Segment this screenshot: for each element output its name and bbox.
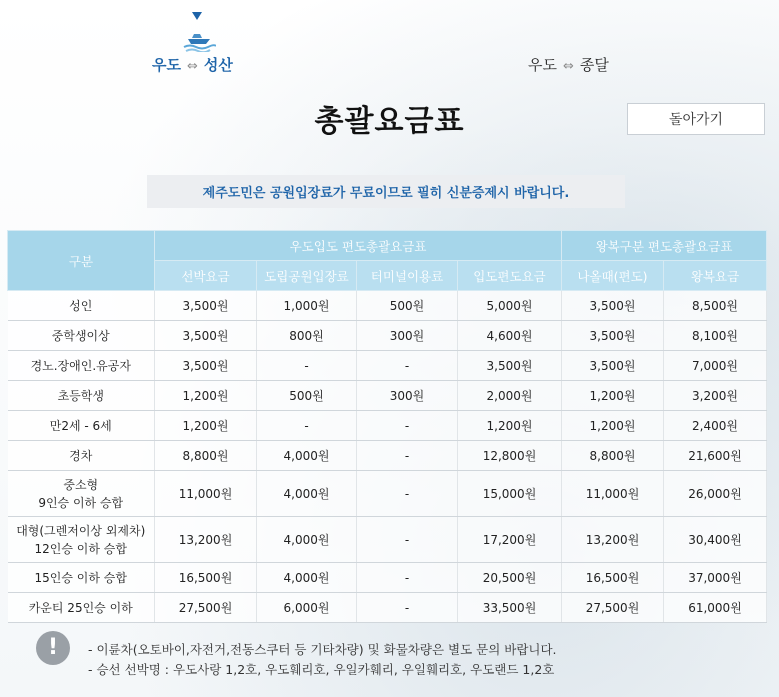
category-line: 중소형 bbox=[63, 477, 99, 492]
ship-icon bbox=[182, 30, 216, 52]
fare-cell: 500원 bbox=[357, 291, 458, 321]
fare-cell: 6,000원 bbox=[257, 593, 357, 623]
column-header: 입도편도요금 bbox=[458, 261, 562, 291]
table-row bbox=[8, 321, 767, 351]
row-category bbox=[8, 517, 155, 563]
fare-cell: 20,500원 bbox=[458, 563, 562, 593]
fare-cell: - bbox=[357, 563, 458, 593]
footnote: - 이륜차(오토바이,자전거,전동스쿠터 등 기타차량) 및 화물차량은 별도 문의 바랍니다. bbox=[88, 642, 557, 657]
category-line: 만2세 - 6세 bbox=[49, 418, 112, 433]
fare-cell: 4,000원 bbox=[257, 517, 357, 563]
fare-cell: 8,100원 bbox=[664, 321, 767, 351]
route-swap-icon: ⇔ bbox=[186, 59, 198, 74]
fare-cell: 8,800원 bbox=[562, 441, 664, 471]
row-category bbox=[8, 563, 155, 593]
route-marker-icon bbox=[192, 12, 202, 20]
column-header: 왕복요금 bbox=[664, 261, 767, 291]
route-nav bbox=[0, 8, 779, 78]
category-line: 12인승 이하 승합 bbox=[34, 541, 127, 556]
fare-cell: 1,200원 bbox=[458, 411, 562, 441]
route-swap-icon: ⇔ bbox=[562, 59, 574, 74]
category-header: 구분 bbox=[8, 231, 155, 291]
fare-cell: 15,000원 bbox=[458, 471, 562, 517]
table-row bbox=[8, 411, 767, 441]
footnote: - 승선 선박명 : 우도사랑 1,2호, 우도훼리호, 우일카훼리, 우일훼리호, 우도랜드 1,2호 bbox=[88, 662, 555, 677]
fare-cell: 16,500원 bbox=[562, 563, 664, 593]
fare-cell: 17,200원 bbox=[458, 517, 562, 563]
fare-cell: 3,500원 bbox=[562, 351, 664, 381]
fare-cell: 27,500원 bbox=[155, 593, 257, 623]
table-row bbox=[8, 593, 767, 623]
group-header-roundtrip: 왕복구분 편도총괄요금표 bbox=[562, 231, 767, 261]
fare-cell: 1,200원 bbox=[155, 411, 257, 441]
column-header: 도립공원입장료 bbox=[257, 261, 357, 291]
back-button[interactable]: 돌아가기 bbox=[627, 103, 765, 135]
fare-cell: 13,200원 bbox=[155, 517, 257, 563]
route-to: 성산 bbox=[203, 56, 233, 74]
category-line: 15인승 이하 승합 bbox=[34, 570, 127, 585]
fare-cell: 3,500원 bbox=[155, 351, 257, 381]
fare-cell: 7,000원 bbox=[664, 351, 767, 381]
category-line: 초등학생 bbox=[57, 388, 104, 403]
row-category bbox=[8, 321, 155, 351]
fare-cell: - bbox=[257, 411, 357, 441]
category-line: 9인승 이하 승합 bbox=[38, 495, 124, 510]
table-row bbox=[8, 471, 767, 517]
fare-cell: 4,000원 bbox=[257, 471, 357, 517]
fare-cell: 4,000원 bbox=[257, 563, 357, 593]
fare-cell: 500원 bbox=[257, 381, 357, 411]
row-category bbox=[8, 471, 155, 517]
fare-cell: - bbox=[357, 441, 458, 471]
fare-cell: 3,500원 bbox=[155, 321, 257, 351]
table-row bbox=[8, 563, 767, 593]
fare-cell: 4,600원 bbox=[458, 321, 562, 351]
group-header-inbound: 우도입도 편도총괄요금표 bbox=[155, 231, 562, 261]
fare-table bbox=[7, 230, 767, 623]
table-row bbox=[8, 517, 767, 563]
fare-cell: 27,500원 bbox=[562, 593, 664, 623]
category-line: 중학생이상 bbox=[51, 328, 110, 343]
fare-cell: 1,000원 bbox=[257, 291, 357, 321]
fare-cell: 1,200원 bbox=[562, 411, 664, 441]
notice-banner: 제주도민은 공원입장료가 무료이므로 필히 신분증제시 바랍니다. bbox=[147, 175, 625, 208]
row-category bbox=[8, 441, 155, 471]
fare-cell: - bbox=[357, 517, 458, 563]
fare-cell: 3,500원 bbox=[562, 291, 664, 321]
fare-cell: 2,000원 bbox=[458, 381, 562, 411]
fare-cell: - bbox=[357, 593, 458, 623]
fare-cell: 8,800원 bbox=[155, 441, 257, 471]
fare-cell: 1,200원 bbox=[155, 381, 257, 411]
fare-cell: 61,000원 bbox=[664, 593, 767, 623]
fare-cell: 2,400원 bbox=[664, 411, 767, 441]
fare-cell: - bbox=[357, 351, 458, 381]
row-category bbox=[8, 351, 155, 381]
fare-cell: - bbox=[257, 351, 357, 381]
exclamation-icon: ! bbox=[36, 631, 70, 665]
fare-cell: 12,800원 bbox=[458, 441, 562, 471]
column-header: 터미널이용료 bbox=[357, 261, 458, 291]
fare-cell: 16,500원 bbox=[155, 563, 257, 593]
table-row bbox=[8, 381, 767, 411]
fare-cell: 26,000원 bbox=[664, 471, 767, 517]
fare-cell: - bbox=[357, 471, 458, 517]
fare-cell: 30,400원 bbox=[664, 517, 767, 563]
route-tab-udo-seongsan[interactable] bbox=[152, 54, 233, 75]
fare-cell: 33,500원 bbox=[458, 593, 562, 623]
fare-cell: - bbox=[357, 411, 458, 441]
table-row bbox=[8, 291, 767, 321]
category-line: 경차 bbox=[69, 448, 93, 463]
route-to: 종달 bbox=[579, 56, 609, 74]
fare-cell: 11,000원 bbox=[155, 471, 257, 517]
fare-cell: 21,600원 bbox=[664, 441, 767, 471]
fare-cell: 37,000원 bbox=[664, 563, 767, 593]
row-category bbox=[8, 411, 155, 441]
category-line: 경노.장애인.유공자 bbox=[30, 358, 131, 373]
fare-cell: 3,500원 bbox=[155, 291, 257, 321]
category-line: 카운티 25인승 이하 bbox=[28, 600, 133, 615]
route-tab-udo-jongdal[interactable] bbox=[528, 54, 609, 75]
row-category bbox=[8, 593, 155, 623]
table-row bbox=[8, 441, 767, 471]
category-line: 대형(그렌저이상 외제차) bbox=[16, 523, 146, 538]
fare-cell: 800원 bbox=[257, 321, 357, 351]
page-title: 총괄요금표 bbox=[314, 104, 465, 139]
fare-cell: 11,000원 bbox=[562, 471, 664, 517]
fare-cell: 3,500원 bbox=[458, 351, 562, 381]
column-header: 선박요금 bbox=[155, 261, 257, 291]
category-line: 성인 bbox=[69, 298, 93, 313]
fare-cell: 4,000원 bbox=[257, 441, 357, 471]
fare-cell: 13,200원 bbox=[562, 517, 664, 563]
row-category bbox=[8, 291, 155, 321]
route-from: 우도 bbox=[528, 56, 557, 74]
fare-cell: 300원 bbox=[357, 321, 458, 351]
route-from: 우도 bbox=[152, 56, 181, 74]
fare-cell: 8,500원 bbox=[664, 291, 767, 321]
column-header: 나올때(편도) bbox=[562, 261, 664, 291]
fare-cell: 3,200원 bbox=[664, 381, 767, 411]
fare-cell: 1,200원 bbox=[562, 381, 664, 411]
fare-cell: 3,500원 bbox=[562, 321, 664, 351]
fare-cell: 5,000원 bbox=[458, 291, 562, 321]
table-row bbox=[8, 351, 767, 381]
row-category bbox=[8, 381, 155, 411]
fare-cell: 300원 bbox=[357, 381, 458, 411]
